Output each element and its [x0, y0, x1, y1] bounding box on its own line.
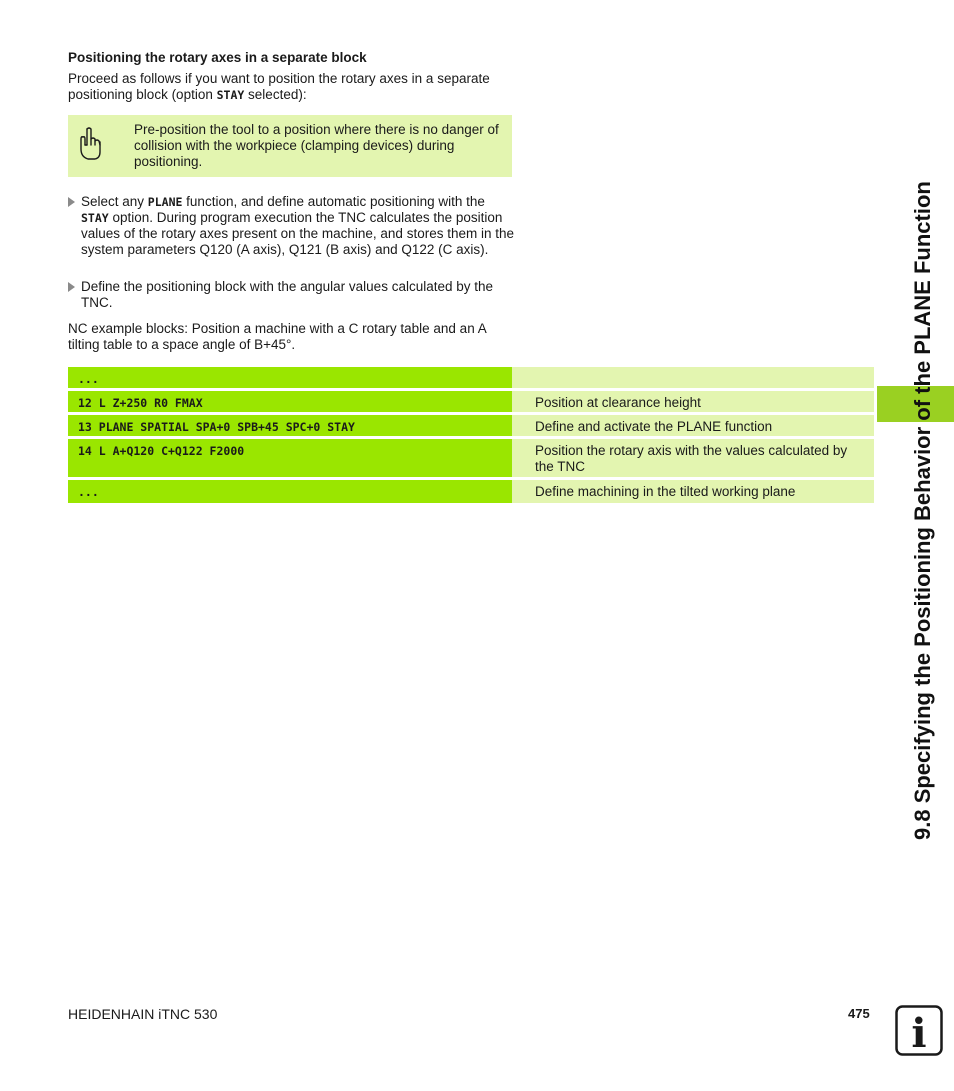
note-box	[68, 115, 512, 177]
desc-cell: Define and activate the PLANE function	[535, 419, 773, 434]
desc-cell: Position at clearance height	[535, 395, 701, 410]
section-heading: Positioning the rotary axes in a separate block	[68, 50, 367, 65]
intro-paragraph	[68, 71, 518, 103]
arrow-bullet-icon	[68, 197, 75, 207]
table-row	[68, 391, 874, 412]
intro-code: STAY	[216, 88, 245, 102]
intro-text-2: selected):	[244, 87, 307, 102]
code-cell: 13 PLANE SPATIAL SPA+0 SPB+45 SPC+0 STAY	[78, 420, 355, 434]
step-1: Select any PLANE function, and define automatic positioning with the STAY option. During program execution the TNC calculates the position values of the rotary axes present on the machine, and stores them in the system parameters Q120 (A axis), Q121 (B axis) and Q122 (C axis).	[68, 194, 516, 258]
table-row	[68, 367, 874, 388]
code-cell: ...	[78, 485, 99, 499]
code-cell: 14 L A+Q120 C+Q122 F2000	[78, 444, 245, 458]
intro-text-1: Proceed as follows if you want to position the rotary axes in a separate positioning block (option	[68, 71, 490, 102]
step-2: Define the positioning block with the angular values calculated by the TNC.	[68, 279, 516, 311]
chapter-side-title	[910, 181, 954, 840]
table-row	[68, 439, 874, 477]
side-title-text: 9.8 Specifying the Positioning Behavior of the PLANE Function	[910, 181, 935, 840]
page-number: 475	[848, 1006, 870, 1021]
footer-product: HEIDENHAIN iTNC 530	[68, 1006, 218, 1022]
step-code-plane: PLANE	[147, 195, 183, 209]
step-code-stay: STAY	[81, 211, 109, 225]
hand-pointing-icon	[78, 125, 104, 163]
info-glyph: i	[911, 1010, 927, 1056]
table-row	[68, 415, 874, 436]
table-row	[68, 480, 874, 503]
example-intro: NC example blocks: Position a machine with a C rotary table and an A tilting table to a space angle of B+45°.	[68, 321, 486, 352]
info-icon	[895, 1005, 943, 1056]
code-cell: ...	[78, 372, 99, 386]
note-text: Pre-position the tool to a position where there is no danger of collision with the workpiece (clamping devices) during positioning.	[134, 122, 499, 169]
code-cell: 12 L Z+250 R0 FMAX	[78, 396, 203, 410]
arrow-bullet-icon	[68, 282, 75, 292]
desc-cell: Position the rotary axis with the values calculated by the TNC	[535, 443, 848, 474]
desc-cell: Define machining in the tilted working plane	[535, 484, 796, 499]
